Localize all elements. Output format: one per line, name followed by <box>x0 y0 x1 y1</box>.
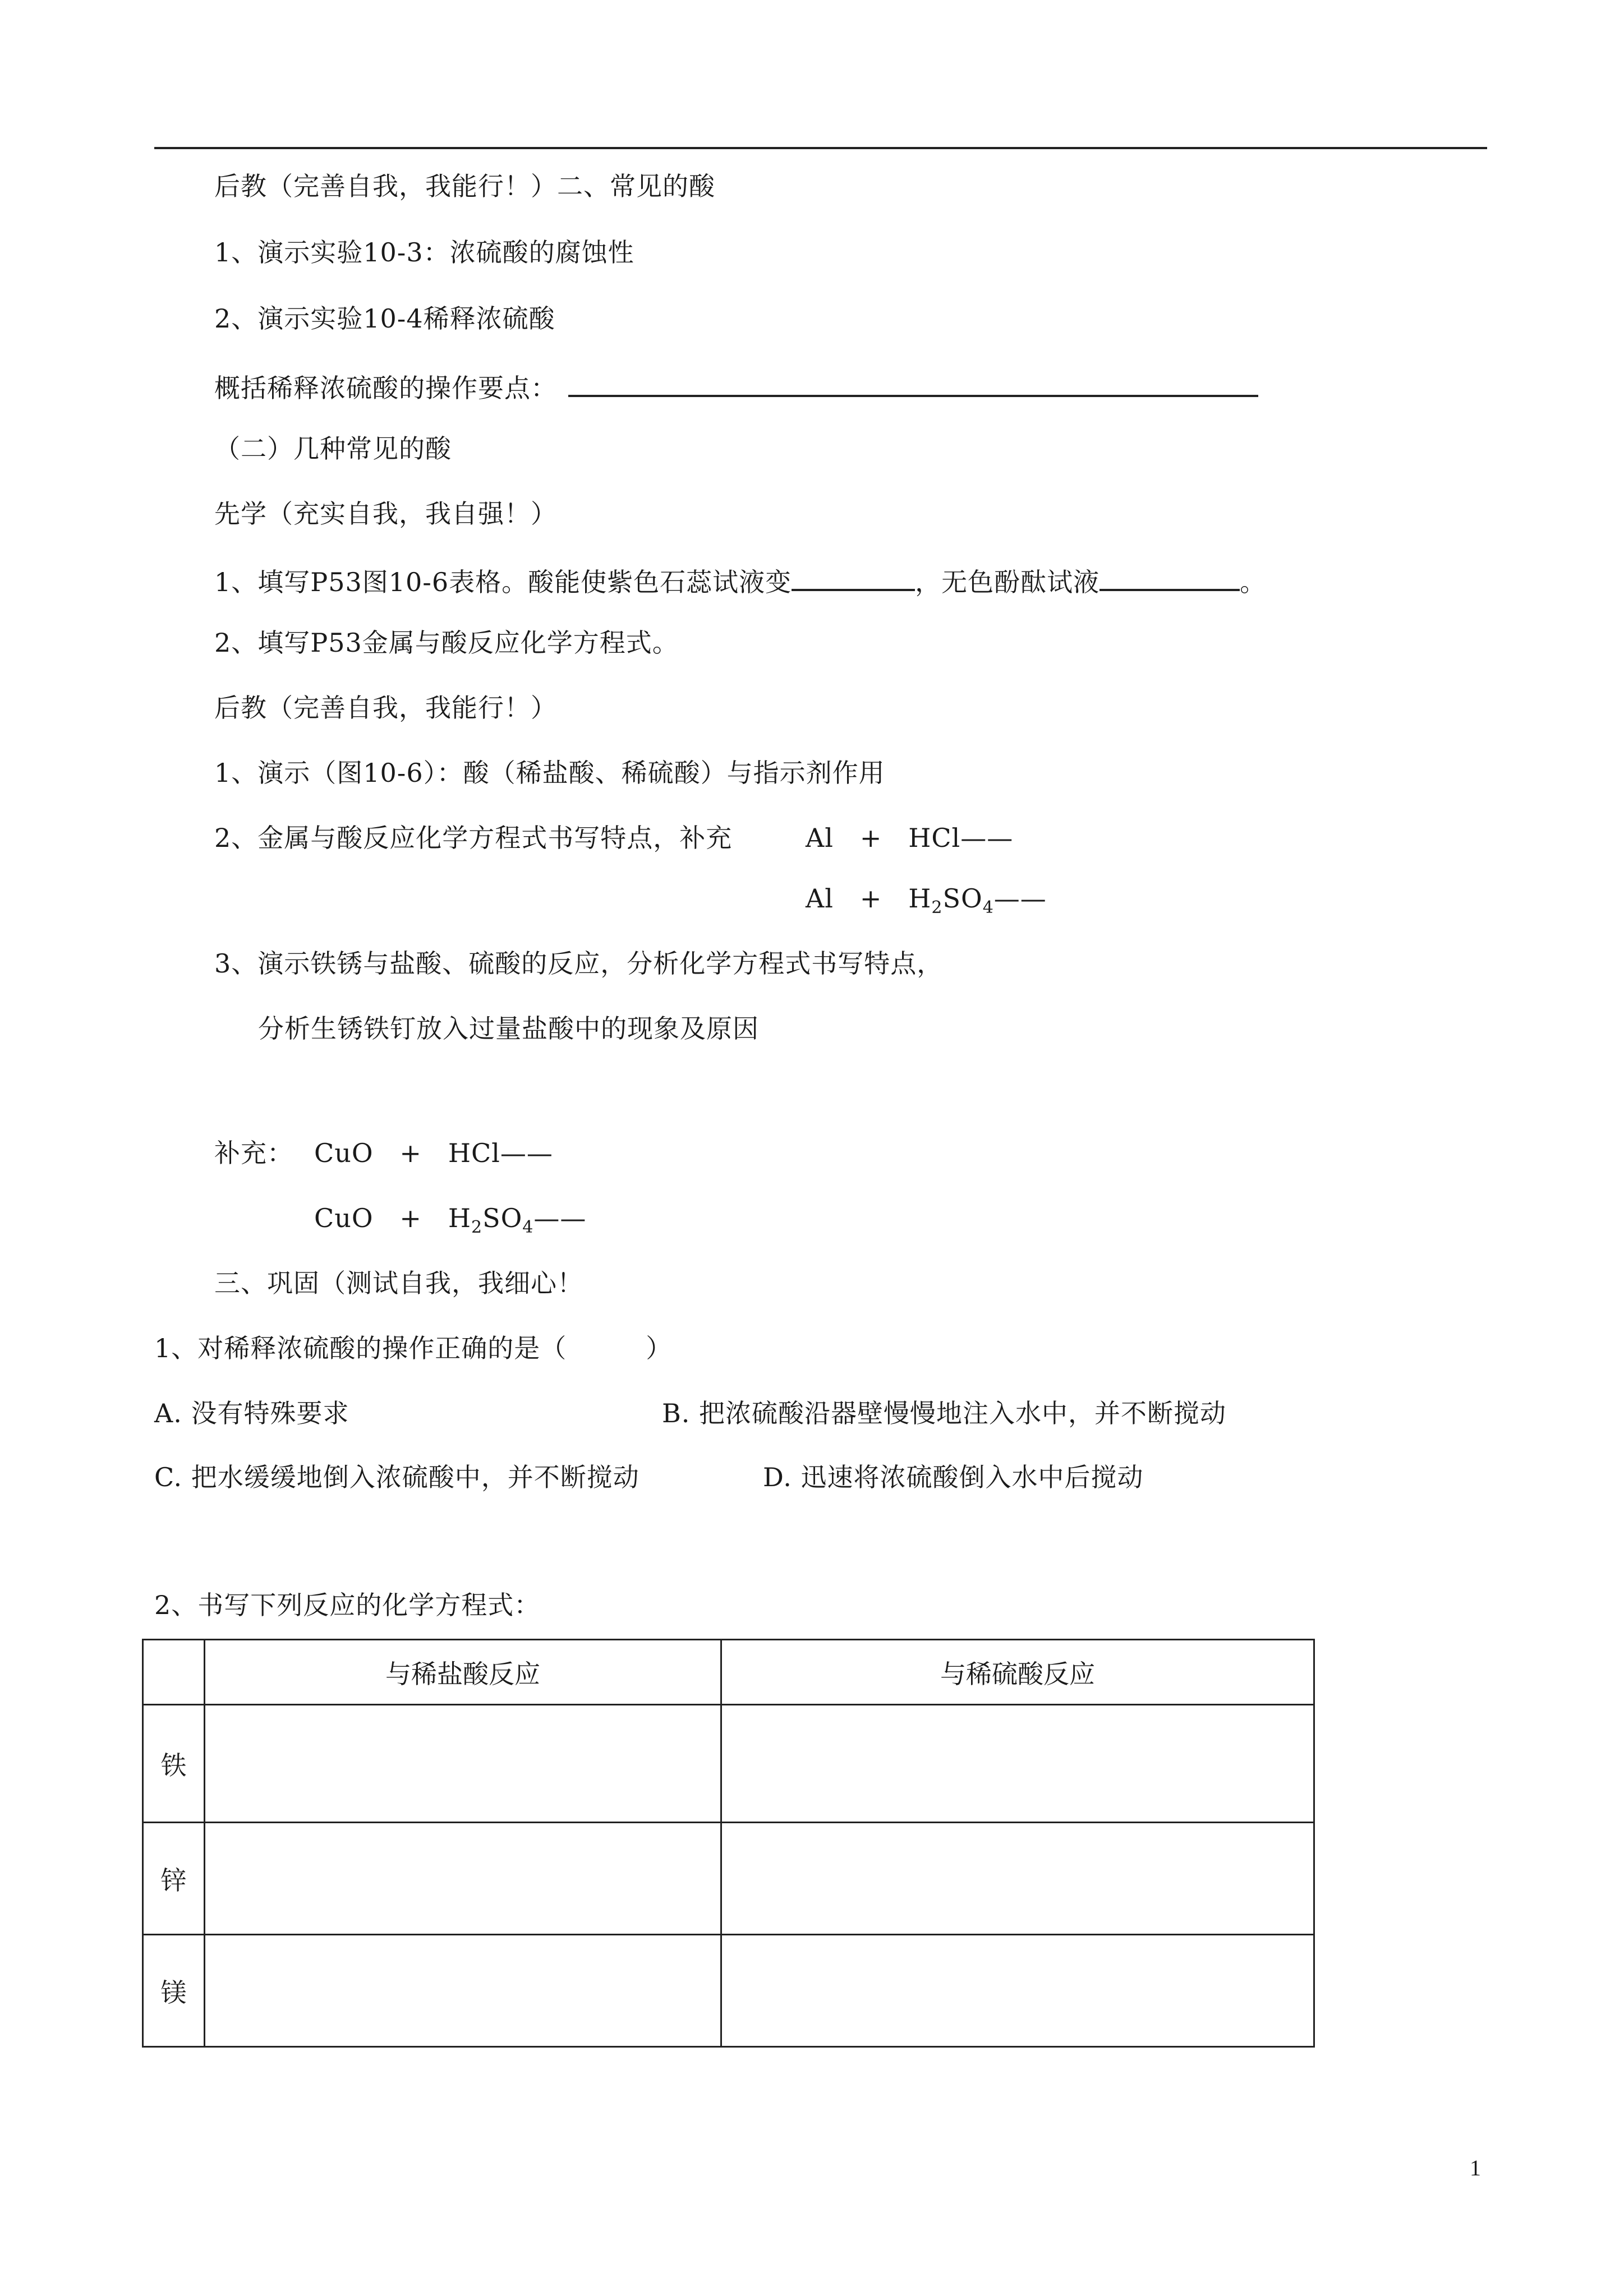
section-heading: 三、巩固（测试自我，我细心！ <box>214 1268 583 1298</box>
equation-al-hcl: Al + HCl—— <box>806 823 1014 853</box>
question-2: 2、书写下列反应的化学方程式： <box>154 1590 541 1620</box>
option-a[interactable]: A. 没有特殊要求 <box>154 1398 349 1428</box>
table-header-row <box>143 1640 1314 1705</box>
table-header-cell: 与稀硫酸反应 <box>721 1640 1314 1705</box>
text-line: 1、演示实验10-3：浓硫酸的腐蚀性 <box>214 237 634 268</box>
supplement-label: 补充： <box>214 1138 293 1168</box>
text-line <box>214 367 1258 405</box>
answer-cell[interactable] <box>721 1705 1314 1823</box>
text-line: 1、演示（图10-6）：酸（稀盐酸、稀硫酸）与指示剂作用 <box>214 758 885 788</box>
text-line: 1、填写P53图10-6表格。酸能使紫色石蕊试液变 ，无色酚酞试液 。 <box>214 561 1266 599</box>
section-heading: 后教（完善自我，我能行！）二、常见的酸 <box>214 171 715 201</box>
answer-cell[interactable] <box>721 1823 1314 1935</box>
option-c[interactable]: C. 把水缓缓地倒入浓硫酸中，并不断搅动 <box>154 1462 640 1492</box>
table-row <box>143 1935 1314 2047</box>
row-label: 锌 <box>143 1823 205 1935</box>
equation-cuo-hcl: CuO + HCl—— <box>314 1138 553 1168</box>
text-line: 2、金属与酸反应化学方程式书写特点，补充 <box>214 823 733 853</box>
header-rule <box>154 147 1487 149</box>
row-label: 镁 <box>143 1935 205 2047</box>
row-label: 铁 <box>143 1705 205 1823</box>
answer-blank[interactable] <box>1099 561 1240 591</box>
answer-cell[interactable] <box>205 1705 721 1823</box>
option-b[interactable]: B. 把浓硫酸沿器壁慢慢地注入水中，并不断搅动 <box>662 1398 1227 1428</box>
text-line: 3、演示铁锈与盐酸、硫酸的反应，分析化学方程式书写特点， <box>214 948 944 979</box>
page-number: 1 <box>1470 2155 1481 2180</box>
text-line: 2、填写P53金属与酸反应化学方程式。 <box>214 628 679 658</box>
text-line: 分析生锈铁钉放入过量盐酸中的现象及原因 <box>258 1013 759 1044</box>
equation-al-h2so4: Al + $H_2SO_4——$ <box>806 883 1047 918</box>
text-line: 2、演示实验10-4稀释浓硫酸 <box>214 303 555 334</box>
table-header-cell <box>143 1640 205 1705</box>
equation-cuo-h2so4: CuO + $H_2SO_4——$ <box>314 1203 587 1237</box>
answer-cell[interactable] <box>205 1823 721 1935</box>
answer-cell[interactable] <box>205 1935 721 2047</box>
answer-blank[interactable] <box>568 367 1258 397</box>
answer-blank[interactable] <box>792 561 915 591</box>
section-heading: 后教（完善自我，我能行！） <box>214 693 557 723</box>
section-heading: （二）几种常见的酸 <box>214 434 452 464</box>
table-row <box>143 1705 1314 1823</box>
section-heading: 先学（充实自我，我自强！） <box>214 499 557 529</box>
equation-table <box>142 1639 1315 2048</box>
question-1: 1、对稀释浓硫酸的操作正确的是（ ） <box>154 1333 673 1363</box>
table-header-cell: 与稀盐酸反应 <box>205 1640 721 1705</box>
table-row <box>143 1823 1314 1935</box>
option-d[interactable]: D. 迅速将浓硫酸倒入水中后搅动 <box>763 1462 1144 1492</box>
prompt-label: 概括稀释浓硫酸的操作要点： <box>214 373 557 403</box>
answer-cell[interactable] <box>721 1935 1314 2047</box>
